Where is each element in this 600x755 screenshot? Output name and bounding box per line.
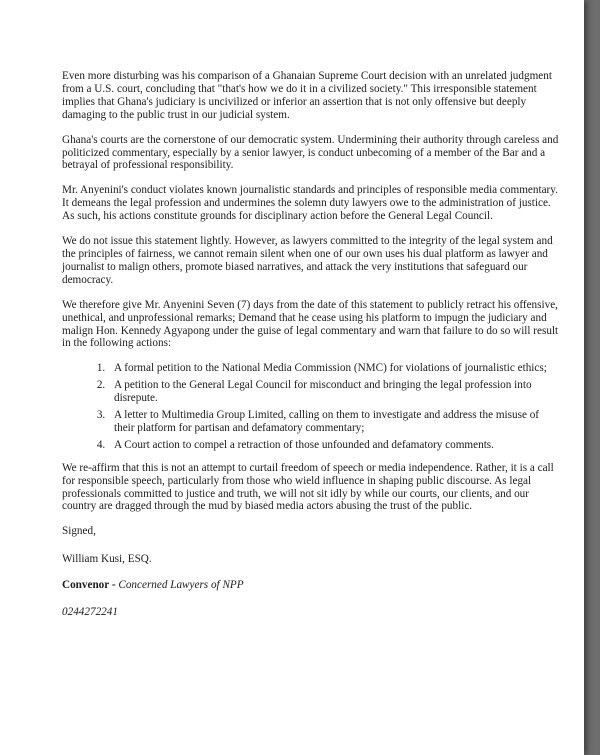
paragraph-statement: We do not issue this statement lightly. However, as lawyers committed to the integrity of the legal system and the principles of fairness, we cannot remain silent when one of our own uses his dual platform as lawyer and journalist to malign others, promote biased narratives, and attack the very institutions that safeguard our democracy. bbox=[62, 235, 553, 286]
paragraph-courts: Ghana's courts are the cornerstone of our democratic system. Undermining their authority through careless and politicized commentary, especially by a senior lawyer, is conduct unbecoming of a member of the Bar and a betrayal of professional responsibility. bbox=[62, 133, 559, 172]
paragraph-closing: We re-affirm that this is not an attempt to curtail freedom of speech or media independence. Rather, it is a call for responsible speech, particularly from those who wield influence in shaping public discourse. As legal professionals committed to justice and truth, we will not sit idly by while our courts, our clients, and our country are dragged through the mud by biased media actors abusing the trust of the public. bbox=[62, 461, 554, 513]
list-item-court-action: 4. A Court action to compel a retraction of those unfounded and defamatory comments. bbox=[108, 439, 562, 452]
signed-label: Signed, bbox=[62, 525, 96, 538]
list-item-glc-petition: 2. A petition to the General Legal Council for misconduct and bringing the legal profession into disrepute. bbox=[108, 379, 562, 405]
letter-body bbox=[62, 70, 562, 619]
signatory-title bbox=[62, 579, 562, 592]
organization-name: Concerned Lawyers of NPP bbox=[118, 579, 244, 592]
convenor-label: Convenor - bbox=[62, 579, 116, 592]
list-item-nmc-petition: 1. A formal petition to the National Media Commission (NMC) for violations of journalistic ethics; bbox=[108, 362, 562, 375]
phone-number: 0244272241 bbox=[62, 606, 118, 619]
actions-list bbox=[62, 362, 562, 451]
paragraph-comparison: Even more disturbing was his comparison of a Ghanaian Supreme Court decision with an unrelated judgment from a U.S. court, concluding that "that's how we do it in a civilized society." This irresponsible statement implies that Ghana's judiciary is uncivilized or inferior an assertion that is not only offensive but deeply damaging to the public trust in our judicial system. bbox=[62, 70, 552, 121]
paragraph-conduct: Mr. Anyenini's conduct violates known journalistic standards and principles of responsible media commentary. It demeans the legal profession and undermines the solemn duty lawyers owe to the administration of justice. As such, his actions constitute grounds for disciplinary action before the General Legal Council. bbox=[62, 184, 558, 223]
list-item-multimedia-letter: 3. A letter to Multimedia Group Limited, calling on them to investigate and address the misuse of their platform for partisan and defamatory commentary; bbox=[108, 409, 562, 435]
paragraph-ultimatum: We therefore give Mr. Anyenini Seven (7) days from the date of this statement to publicly retract his offensive, unethical, and unprofessional remarks; Demand that he cease using his platform to impugn the judiciary and malign Hon. Kennedy Agyapong under the guise of legal commentary and warn that failure to do so will result in the following actions: bbox=[62, 298, 559, 350]
signatory-name: William Kusi, ESQ. bbox=[62, 553, 152, 566]
